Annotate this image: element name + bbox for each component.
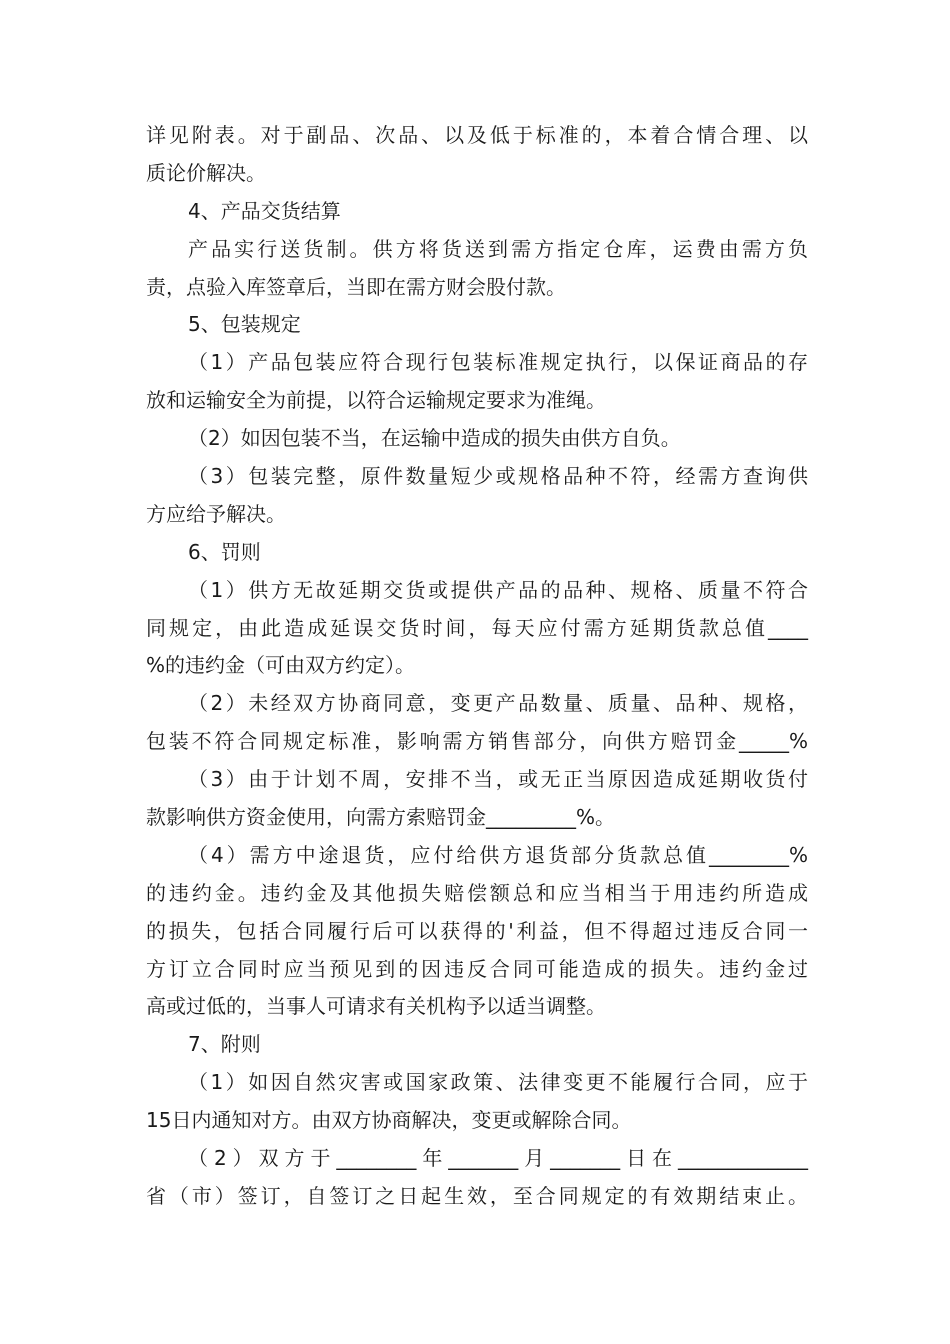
text-line: 放和运输安全为前提，以符合运输规定要求为准绳。 <box>146 388 606 413</box>
text-line: 方订立合同时应当预见到的因违反合同可能造成的损失。违约金过 <box>146 956 808 981</box>
text-line: 方应给予解决。 <box>146 501 286 526</box>
text-line: （2）未经双方协商同意，变更产品数量、质量、品种、规格， <box>188 691 808 716</box>
text-line: 的损失，包括合同履行后可以获得的'利益，但不得超过违反合同一 <box>146 918 808 943</box>
text-line: 7、附则 <box>188 1032 261 1057</box>
text-line: 6、罚则 <box>188 539 261 564</box>
text-line: 15日内通知对方。由双方协商解决，变更或解除合同。 <box>146 1108 632 1133</box>
text-line: 产品实行送货制。供方将货送到需方指定仓库，运费由需方负 <box>188 236 808 261</box>
text-line: （1）产品包装应符合现行包装标准规定执行，以保证商品的存 <box>188 350 808 375</box>
text-line: 质论价解决。 <box>146 160 266 185</box>
text-line: 责，点验入库签章后，当即在需方财会股付款。 <box>146 274 566 299</box>
text-line: 的违约金。违约金及其他损失赔偿额总和应当相当于用违约所造成 <box>146 880 808 905</box>
text-line: %的违约金（可由双方约定）。 <box>146 653 416 678</box>
text-line: 5、包装规定 <box>188 312 301 337</box>
text-line: （2）如因包装不当，在运输中造成的损失由供方自负。 <box>188 426 681 451</box>
text-line: 省（市）签订，自签订之日起生效，至合同规定的有效期结束止。 <box>146 1183 808 1208</box>
text-line: （1）供方无故延期交货或提供产品的品种、规格、质量不符合 <box>188 577 808 602</box>
text-line: （1）如因自然灾害或国家政策、法律变更不能履行合同，应于 <box>188 1070 808 1095</box>
document-body <box>146 117 808 1216</box>
text-line: 包装不符合同规定标准，影响需方销售部分，向供方赔罚金_____% <box>146 729 808 754</box>
text-line: （2）双方于________年_______月_______日在_____________ <box>188 1146 808 1171</box>
text-line: 4、产品交货结算 <box>188 198 341 223</box>
text-line: 同规定，由此造成延误交货时间，每天应付需方延期货款总值____ <box>146 615 808 640</box>
text-line: 高或过低的，当事人可请求有关机构予以适当调整。 <box>146 994 606 1019</box>
text-line: （4）需方中途退货，应付给供方退货部分货款总值________% <box>188 842 808 867</box>
text-line: （3）包装完整，原件数量短少或规格品种不符，经需方查询供 <box>188 464 808 489</box>
text-line: 详见附表。对于副品、次品、以及低于标准的，本着合情合理、以 <box>146 123 808 147</box>
text-line: （3）由于计划不周，安排不当，或无正当原因造成延期收货付 <box>188 767 808 792</box>
document-page <box>146 117 808 1216</box>
text-line: 款影响供方资金使用，向需方索赔罚金_________%。 <box>146 805 616 830</box>
